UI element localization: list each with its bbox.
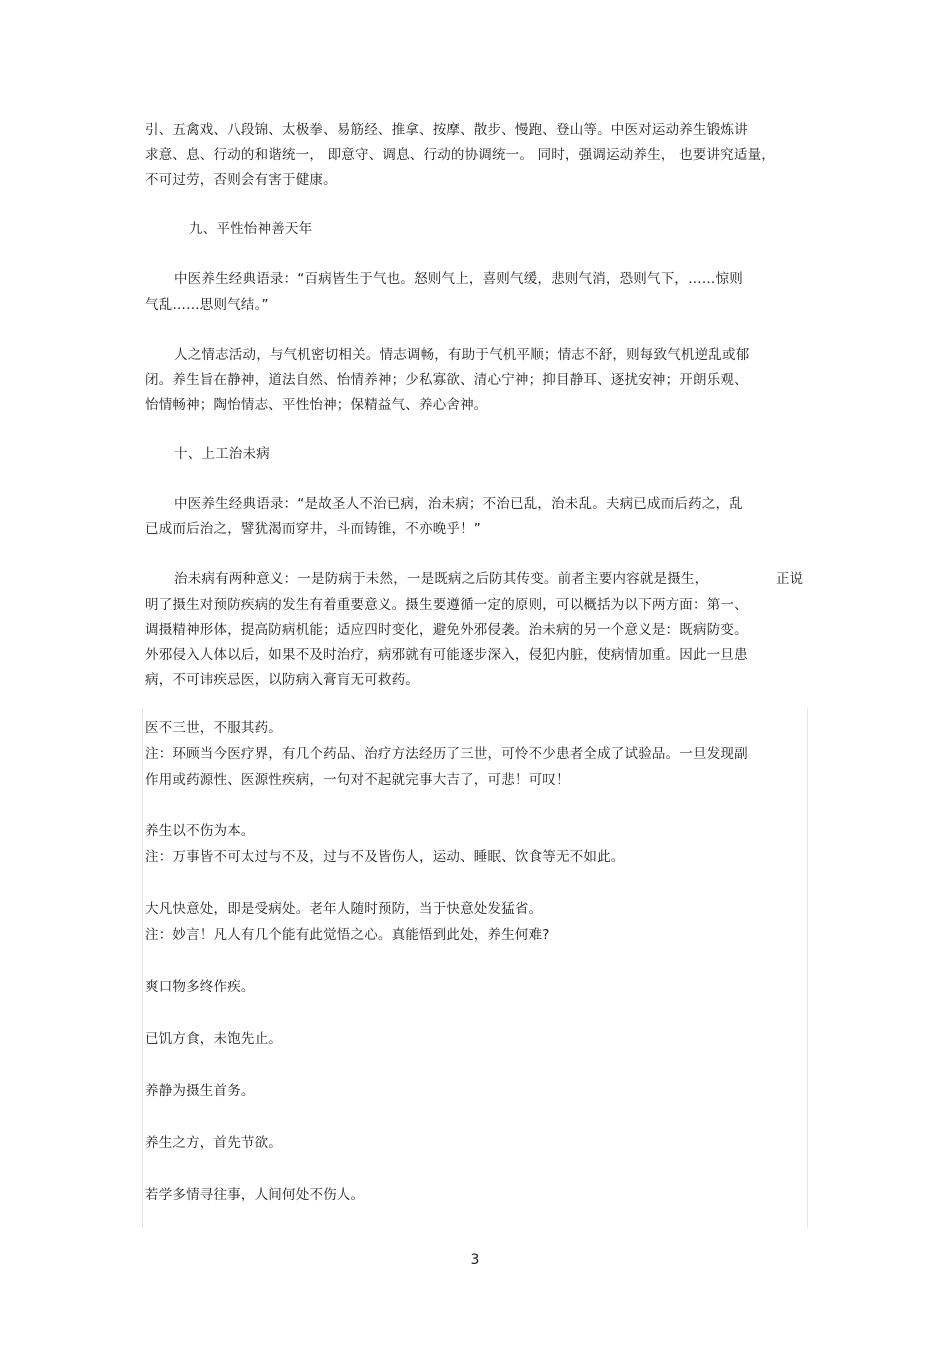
quote-line: 中医养生经典语录：“百病皆生于气也。怒则气上，喜则气缓，悲则气消，恐则气下，……惊则: [174, 271, 743, 287]
note-line: 注：妙言！凡人有几个能有此觉悟之心。真能悟到此处，养生何难?: [145, 927, 550, 943]
quote-line: 中医养生经典语录：“是故圣人不治已病，治未病；不治已乱，治未乱。夫病已成而后药之，乱: [174, 496, 743, 512]
paragraph-line: 人之情志活动，与气机密切相关。情志调畅，有助于气机平顺；情志不舒，则每致气机逆乱或郁: [174, 347, 750, 363]
quote-line: 气乱……思则气结。”: [145, 297, 269, 313]
paragraph-line: 病，不可讳疾忌医，以防病入膏肓无可救药。: [145, 672, 419, 688]
paragraph-line: 调摄精神形体，提高防病机能；适应四时变化，避免外邪侵袭。治未病的另一个意义是：既病防变。: [145, 622, 748, 638]
saying-line: 已饥方食，未饱先止。: [145, 1031, 282, 1047]
saying-line: 医不三世，不服其药。: [145, 720, 282, 736]
paragraph-line: 求意、息、行动的和谐统一， 即意守、调息、行动的协调统一。 同时，强调运动养生， 也要讲究适量，: [145, 147, 775, 163]
paragraph-line: 引、五禽戏、八段锦、太极拳、易筋经、推拿、按摩、散步、慢跑、登山等。中医对运动养生锻炼讲: [145, 122, 748, 138]
quote-line: 已成而后治之，譬犹渴而穿井，斗而铸锥，不亦晚乎！”: [145, 521, 481, 537]
paragraph-line: 治未病有两种意义：一是防病于未然，一是既病之后防其传变。前者主要内容就是摄生，: [174, 571, 709, 587]
note-line: 作用或药源性、医源性疾病，一句对不起就完事大吉了，可悲！可叹！: [145, 772, 570, 788]
saying-line: 爽口物多终作疾。: [145, 979, 255, 995]
section-heading: 九、平性怡神善天年: [189, 221, 313, 237]
paragraph-line: 闭。养生旨在静神，道法自然、怡情养神；少私寡欲、清心宁神；抑目静耳、逐扰安神；开朗乐观、: [145, 372, 748, 388]
saying-line: 大凡快意处，即是受病处。老年人随时预防，当于快意处发猛省。: [145, 901, 543, 917]
saying-line: 养静为摄生首务。: [145, 1083, 255, 1099]
note-line: 注：万事皆不可太过与不及，过与不及皆伤人，运动、睡眠、饮食等无不如此。: [145, 849, 625, 865]
saying-line: 若学多情寻往事，人间何处不伤人。: [145, 1187, 365, 1203]
saying-line: 养生以不伤为本。: [145, 823, 255, 839]
paragraph-line: 不可过劳，否则会有害于健康。: [145, 172, 337, 188]
paragraph-line: 怡情畅神；陶怡情志、平性怡神；保精益气、养心舍神。: [145, 397, 488, 413]
note-line: 注：环顾当今医疗界，有几个药品、治疗方法经历了三世，可怜不少患者全成了试验品。一旦发现副: [145, 746, 748, 762]
saying-line: 养生之方，首先节欲。: [145, 1135, 282, 1151]
paragraph-line: 外邪侵入人体以后，如果不及时治疗，病邪就有可能逐步深入，侵犯内脏，使病情加重。因此一旦患: [145, 647, 748, 663]
margin-note: 正说: [776, 571, 803, 587]
section-heading: 十、上工治未病: [174, 446, 270, 462]
page-number: 3: [470, 1252, 480, 1268]
paragraph-line: 明了摄生对预防疾病的发生有着重要意义。摄生要遵循一定的原则，可以概括为以下两方面：第一、: [145, 597, 748, 613]
